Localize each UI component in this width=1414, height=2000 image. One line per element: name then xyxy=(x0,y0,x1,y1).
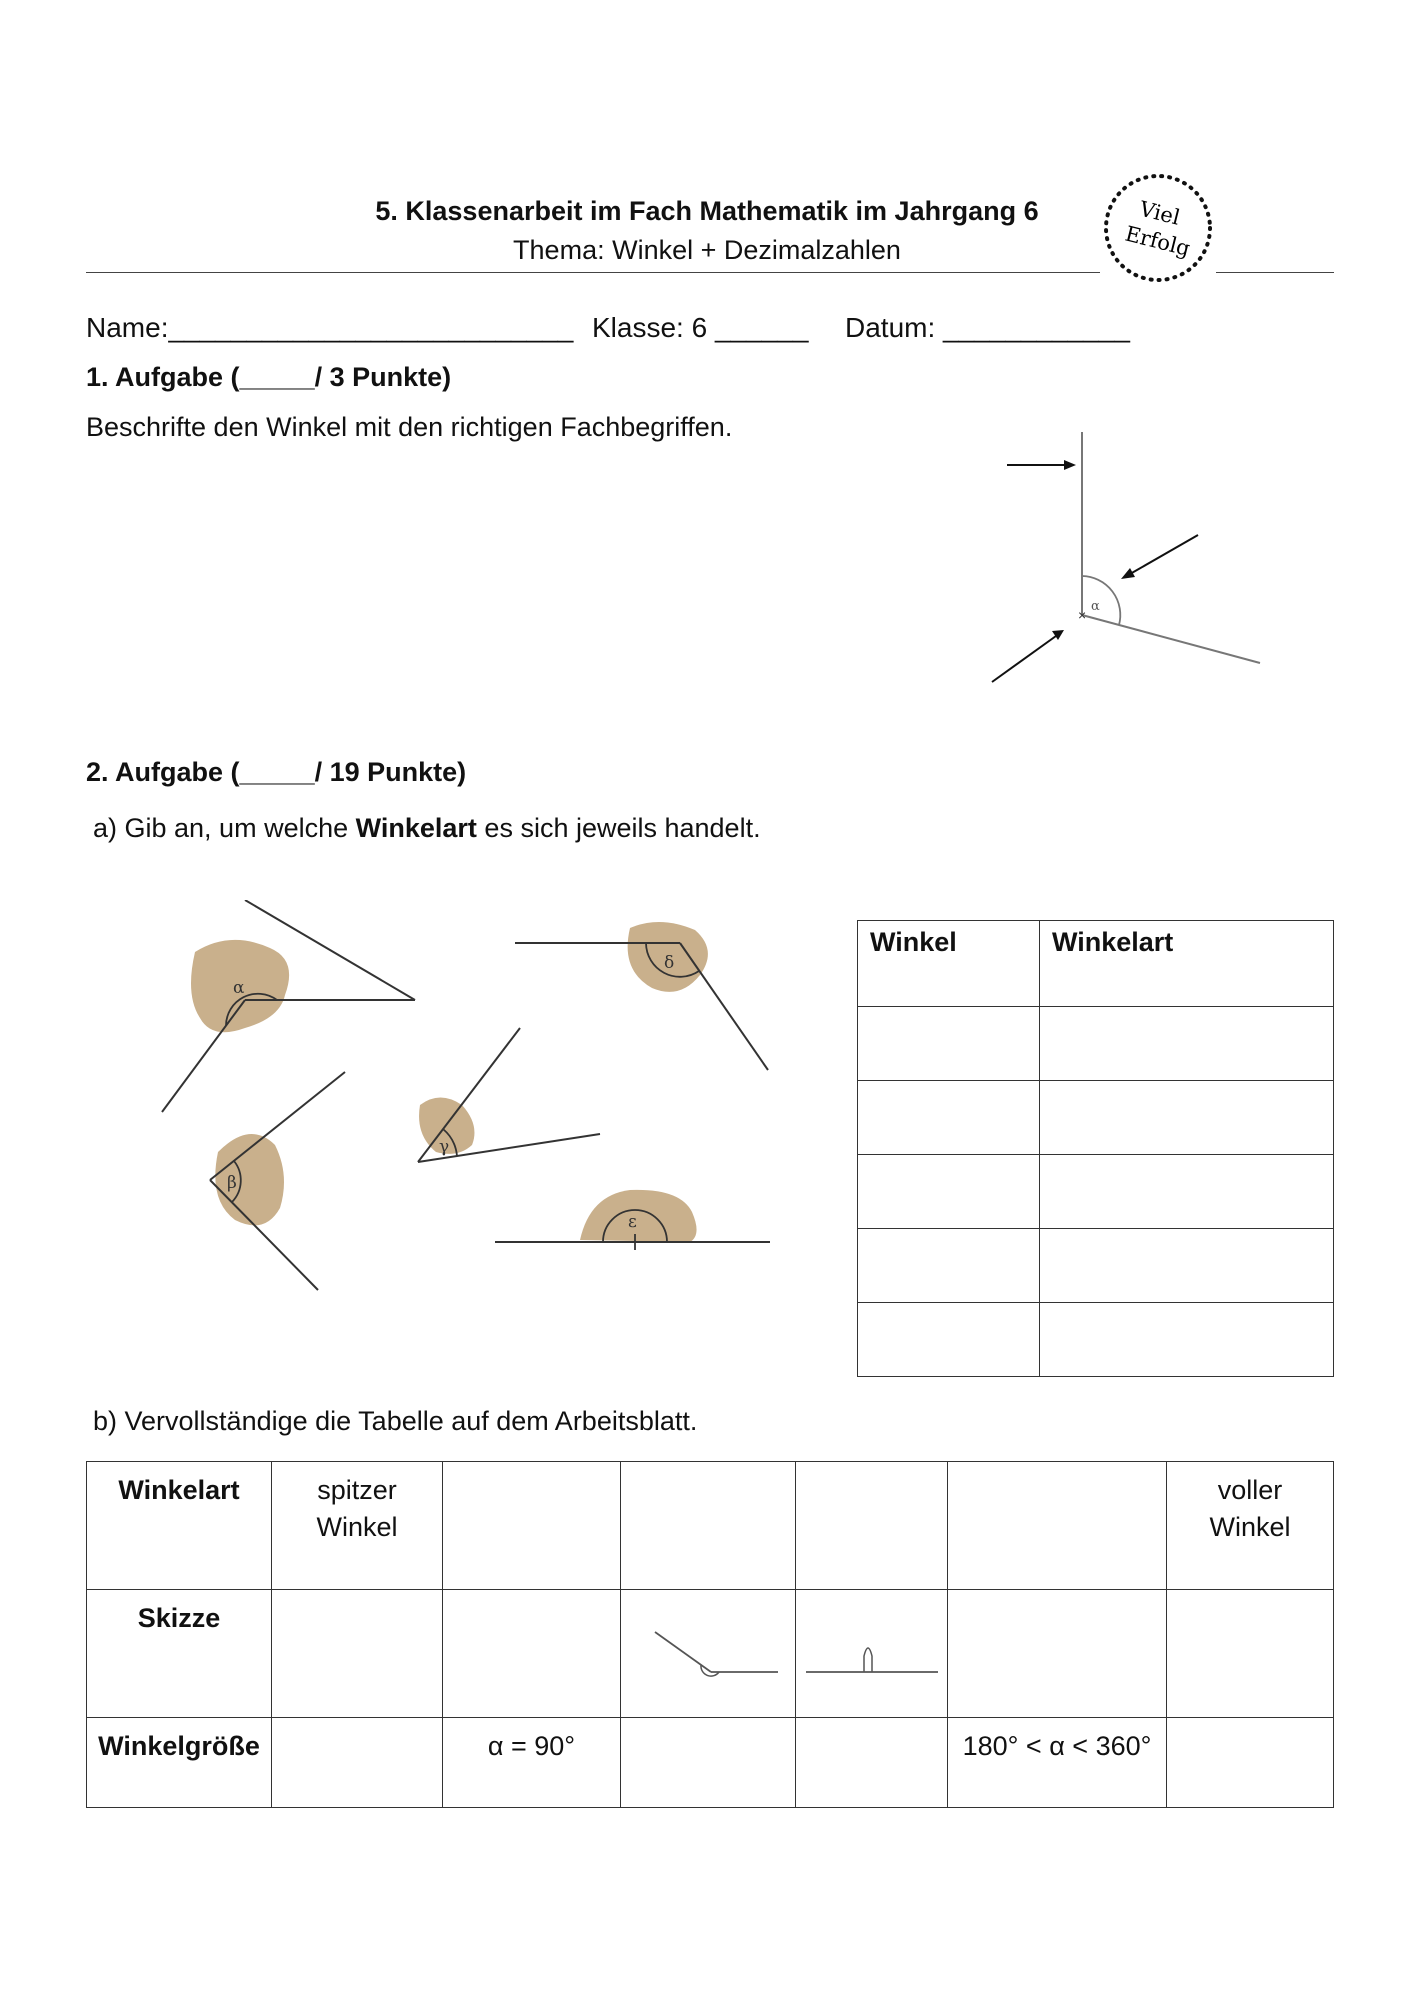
angle-overview-table xyxy=(86,1461,1334,1808)
table-row xyxy=(858,1081,1334,1155)
obtuse-angle-sketch xyxy=(633,1612,783,1682)
task1-heading: 1. Aufgabe (_____/ 3 Punkte) xyxy=(86,362,452,392)
answer-cell[interactable] xyxy=(1040,1007,1334,1081)
col-header-winkelart: Winkelart xyxy=(1040,921,1334,1007)
table-row xyxy=(858,1155,1334,1229)
arrowhead-1 xyxy=(1064,460,1076,470)
answer-cell[interactable] xyxy=(1040,1303,1334,1377)
delta-label: δ xyxy=(664,953,675,973)
col-header-winkel: Winkel xyxy=(858,921,1040,1007)
answer-cell[interactable] xyxy=(1040,1081,1334,1155)
cell-skizze[interactable] xyxy=(272,1590,443,1718)
answer-cell[interactable] xyxy=(858,1229,1040,1303)
name-field[interactable]: Name:__________________________ xyxy=(86,312,574,343)
row-header-winkelgroesse: Winkelgröße xyxy=(87,1718,272,1808)
arrowhead-2 xyxy=(1121,568,1135,579)
epsilon-label: ε xyxy=(628,1212,637,1232)
cell-winkelgroesse[interactable] xyxy=(621,1718,796,1808)
cell-winkelart[interactable] xyxy=(621,1462,796,1590)
delta-ray-down xyxy=(680,943,768,1070)
cell-winkelart[interactable]: voller Winkel xyxy=(1167,1462,1334,1590)
arrow-to-arc xyxy=(1130,535,1198,574)
page-title: 5. Klassenarbeit im Fach Mathematik im Jahrgang 6 xyxy=(375,196,1039,226)
datum-field[interactable]: Datum: ____________ xyxy=(845,312,1130,343)
cell-winkelgroesse[interactable] xyxy=(1167,1718,1334,1808)
stamp-text-2: Erfolg xyxy=(1122,221,1193,261)
table-row xyxy=(858,1007,1334,1081)
page-subtitle: Thema: Winkel + Dezimalzahlen xyxy=(513,235,901,265)
stamp-text-1: Viel xyxy=(1137,196,1183,230)
good-luck-stamp xyxy=(1100,170,1216,286)
answer-cell[interactable] xyxy=(858,1007,1040,1081)
klasse-field[interactable]: Klasse: 6 ______ xyxy=(592,312,809,343)
task2-heading: 2. Aufgabe (_____/ 19 Punkte) xyxy=(86,757,467,787)
cell-skizze[interactable] xyxy=(1167,1590,1334,1718)
alpha-label: α xyxy=(233,978,245,998)
task1-instruction: Beschrifte den Winkel mit den richtigen Fachbegriffen. xyxy=(86,412,733,442)
table-row xyxy=(858,1303,1334,1377)
row-header-winkelart: Winkelart xyxy=(87,1462,272,1590)
table-row xyxy=(87,1590,1334,1718)
cell-winkelart[interactable] xyxy=(796,1462,948,1590)
cell-skizze[interactable] xyxy=(621,1590,796,1718)
task2b-instruction: b) Vervollständige die Tabelle auf dem Arbeitsblatt. xyxy=(93,1406,698,1436)
angle-arc xyxy=(1082,576,1120,625)
cell-winkelgroesse[interactable] xyxy=(272,1718,443,1808)
answer-cell[interactable] xyxy=(1040,1155,1334,1229)
table-row xyxy=(87,1718,1334,1808)
answer-cell[interactable] xyxy=(858,1081,1040,1155)
cell-winkelart[interactable]: spitzer Winkel xyxy=(272,1462,443,1590)
answer-cell[interactable] xyxy=(1040,1229,1334,1303)
answer-cell[interactable] xyxy=(858,1303,1040,1377)
table-row xyxy=(87,1462,1334,1590)
gamma-label: γ xyxy=(439,1137,450,1157)
angle-type-table xyxy=(857,920,1334,1377)
arrow-to-vertex xyxy=(992,636,1056,682)
vertex-mark: × xyxy=(1078,607,1087,623)
table-row xyxy=(858,1229,1334,1303)
cell-winkelgroesse[interactable] xyxy=(796,1718,948,1808)
angle-types-figure xyxy=(140,900,800,1300)
cell-winkelgroesse[interactable]: α = 90° xyxy=(443,1718,621,1808)
row-header-skizze: Skizze xyxy=(87,1590,272,1718)
beta-label: β xyxy=(227,1173,237,1193)
cell-winkelart[interactable] xyxy=(443,1462,621,1590)
cell-winkelgroesse[interactable]: 180° < α < 360° xyxy=(948,1718,1167,1808)
task2a-instruction: a) Gib an, um welche Winkelart es sich jeweils handelt. xyxy=(93,813,761,843)
task1-angle-figure xyxy=(980,420,1280,700)
straight-angle-sketch xyxy=(798,1612,946,1682)
cell-skizze[interactable] xyxy=(948,1590,1167,1718)
cell-skizze[interactable] xyxy=(443,1590,621,1718)
answer-cell[interactable] xyxy=(858,1155,1040,1229)
lower-ray xyxy=(1082,615,1260,663)
epsilon-blob xyxy=(580,1190,697,1242)
angle-alpha-label: α xyxy=(1091,599,1100,614)
cell-skizze[interactable] xyxy=(796,1590,948,1718)
cell-winkelart[interactable] xyxy=(948,1462,1167,1590)
